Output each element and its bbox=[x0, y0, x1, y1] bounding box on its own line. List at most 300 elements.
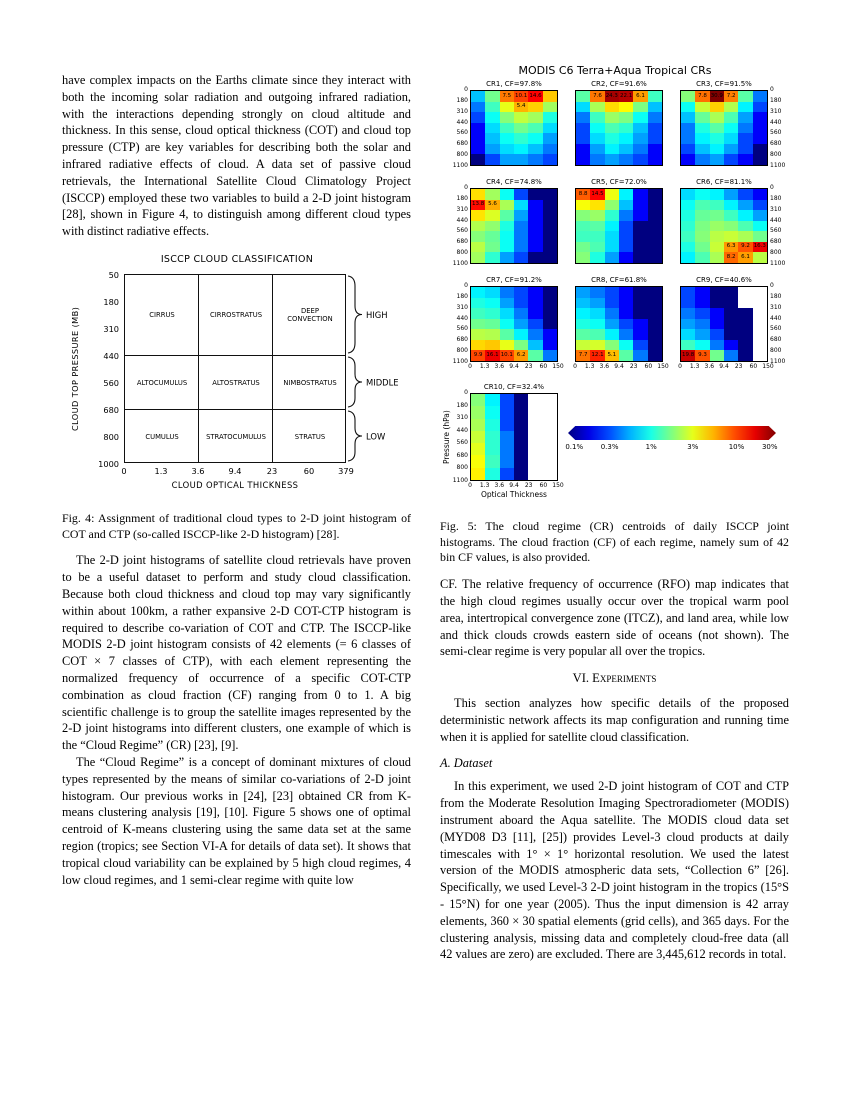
y-tick: 560 bbox=[770, 129, 782, 137]
heatmap-cell bbox=[500, 340, 514, 351]
heatmap-cell bbox=[485, 189, 499, 200]
y-tick: 800 bbox=[456, 347, 468, 355]
heatmap-cell bbox=[695, 319, 709, 330]
heatmap-cell bbox=[576, 91, 590, 102]
heatmap-cell bbox=[543, 468, 557, 480]
heatmap-cell: 9.9 bbox=[471, 350, 485, 361]
y-tick: 310 bbox=[103, 323, 119, 334]
heatmap-cell bbox=[500, 468, 514, 480]
heatmap-cell bbox=[528, 340, 542, 351]
heatmap-cell bbox=[695, 221, 709, 232]
y-tick: 800 bbox=[770, 249, 782, 257]
heatmap-cell bbox=[514, 242, 528, 253]
x-tick: 60 bbox=[303, 465, 315, 476]
heatmap-cell bbox=[576, 298, 590, 309]
heatmap-cell bbox=[695, 298, 709, 309]
heatmap-cell bbox=[695, 231, 709, 242]
heatmap-cell bbox=[710, 340, 724, 351]
heatmap-cell bbox=[514, 406, 528, 418]
y-tick: 440 bbox=[770, 118, 782, 126]
heatmap-cell bbox=[543, 200, 557, 211]
y-tick: 180 bbox=[456, 96, 468, 104]
heatmap-cell bbox=[738, 221, 752, 232]
heatmap-cell bbox=[710, 112, 724, 123]
heatmap-cell: 5.4 bbox=[514, 102, 528, 113]
heatmap-cell bbox=[471, 287, 485, 298]
cr-panel-title: CR6, CF=81.1% bbox=[696, 178, 752, 186]
heatmap-cell bbox=[738, 91, 752, 102]
heatmap-cell bbox=[471, 455, 485, 467]
heatmap-cell bbox=[648, 154, 662, 165]
heatmap-cell: 9.2 bbox=[738, 242, 752, 253]
heatmap-cell bbox=[514, 123, 528, 134]
x-tick: 150 bbox=[552, 482, 564, 489]
cr-panel-title: CR4, CF=74.8% bbox=[486, 178, 542, 186]
y-tick: 440 bbox=[456, 216, 468, 224]
heatmap-cell bbox=[648, 350, 662, 361]
heatmap-cell bbox=[710, 298, 724, 309]
cr-panel-title: CR10, CF=32.4% bbox=[483, 383, 545, 391]
heatmap-cell bbox=[543, 455, 557, 467]
heatmap-cell bbox=[648, 133, 662, 144]
heatmap-cell bbox=[648, 242, 662, 253]
cloud-type-cell: ALTOCUMULUS bbox=[136, 378, 188, 387]
heatmap-cell bbox=[710, 144, 724, 155]
heatmap-cell bbox=[576, 319, 590, 330]
heatmap-cell bbox=[514, 329, 528, 340]
heatmap-cell: 5.1 bbox=[605, 350, 619, 361]
x-tick: 60 bbox=[644, 363, 653, 370]
x-tick: 23 bbox=[266, 465, 278, 476]
y-tick: 800 bbox=[456, 249, 468, 257]
heatmap-cell bbox=[633, 210, 647, 221]
heatmap-cell bbox=[724, 102, 738, 113]
heatmap-cell: 19.8 bbox=[681, 350, 695, 361]
heatmap-cell bbox=[753, 200, 767, 211]
heatmap-cell bbox=[695, 287, 709, 298]
y-tick: 0 bbox=[770, 86, 774, 93]
heatmap-cell bbox=[528, 287, 542, 298]
heatmap-cell: 10.1 bbox=[514, 91, 528, 102]
heatmap-cell bbox=[710, 200, 724, 211]
heatmap-cell bbox=[738, 210, 752, 221]
heatmap-cell bbox=[543, 123, 557, 134]
y-tick: 800 bbox=[456, 151, 468, 159]
y-tick: 680 bbox=[770, 238, 782, 246]
heatmap-cell bbox=[590, 252, 604, 263]
heatmap-cell bbox=[485, 112, 499, 123]
heatmap-cell bbox=[724, 329, 738, 340]
heatmap-cell: 7.2 bbox=[724, 91, 738, 102]
heatmap-cell bbox=[710, 329, 724, 340]
colorbar bbox=[565, 426, 778, 460]
cr-heatmap-cr8 bbox=[575, 286, 663, 362]
heatmap-cell bbox=[619, 252, 633, 263]
heatmap-cell bbox=[514, 431, 528, 443]
y-tick: 310 bbox=[456, 414, 468, 422]
heatmap-cell bbox=[753, 123, 767, 134]
figure5-title: MODIS C6 Terra+Aqua Tropical CRs bbox=[518, 64, 712, 77]
heatmap-cell bbox=[500, 298, 514, 309]
heatmap-cell bbox=[471, 133, 485, 144]
heatmap-cell bbox=[576, 133, 590, 144]
y-tick: 680 bbox=[456, 140, 468, 148]
y-tick: 180 bbox=[103, 296, 119, 307]
heatmap-cell bbox=[681, 242, 695, 253]
heatmap-cell bbox=[543, 340, 557, 351]
heatmap-cell bbox=[471, 443, 485, 455]
cloud-type-cell: CUMULUS bbox=[145, 432, 179, 441]
cloud-type-cell: ALTOSTRATUS bbox=[212, 378, 260, 387]
heatmap-cell bbox=[710, 221, 724, 232]
heatmap-cell bbox=[514, 189, 528, 200]
figure4-x-axis-label: CLOUD OPTICAL THICKNESS bbox=[171, 479, 299, 490]
heatmap-cell bbox=[605, 329, 619, 340]
cr-panel-title: CR1, CF=97.8% bbox=[486, 80, 542, 88]
heatmap-cell bbox=[753, 287, 767, 298]
heatmap-cell bbox=[528, 133, 542, 144]
heatmap-cell bbox=[681, 329, 695, 340]
heatmap-cell bbox=[514, 455, 528, 467]
heatmap-cell bbox=[543, 287, 557, 298]
body-paragraph: The “Cloud Regime” is a concept of dominant mixtures of cloud types represented by the means of similar co-variations of 2-D joint histogram. Our previous works in [24], [23] obtained CR from K-means clustering analysis [19], [10]. Figure 5 shows one of optimal centroid of K-means clustering using the same data set at the same region (tropics; see Section VI-A for details of data set). It shows that tropical cloud variability can be explained by 5 high cloud regimes, 4 low cloud regimes, and 1 semi-clear regime with quite low bbox=[62, 754, 411, 887]
heatmap-cell bbox=[576, 144, 590, 155]
y-tick: 0 bbox=[464, 389, 468, 396]
heatmap-cell bbox=[710, 123, 724, 134]
heatmap-cell bbox=[485, 468, 499, 480]
section-heading: VI. Experiments bbox=[572, 671, 657, 686]
heatmap-cell bbox=[753, 350, 767, 361]
heatmap-cell bbox=[648, 189, 662, 200]
figure4-caption: Fig. 4: Assignment of traditional cloud types to 2-D joint histogram of COT and CTP (so-called ISCCP-like 2-D histogram) [28]. bbox=[62, 510, 411, 541]
heatmap-cell bbox=[590, 319, 604, 330]
heatmap-cell bbox=[633, 231, 647, 242]
y-tick: 680 bbox=[456, 238, 468, 246]
heatmap-cell bbox=[528, 200, 542, 211]
heatmap-cell bbox=[514, 112, 528, 123]
heatmap-cell: 13.8 bbox=[471, 200, 485, 211]
heatmap-cell bbox=[514, 319, 528, 330]
x-tick: 3.6 bbox=[599, 363, 610, 370]
heatmap-cell bbox=[738, 319, 752, 330]
heatmap-cell bbox=[619, 231, 633, 242]
heatmap-cell bbox=[528, 406, 542, 418]
heatmap-cell bbox=[695, 154, 709, 165]
heatmap-cell bbox=[753, 231, 767, 242]
cloud-type-cell: NIMBOSTRATUS bbox=[283, 378, 337, 387]
x-tick: 150 bbox=[657, 363, 669, 370]
y-tick: 440 bbox=[770, 216, 782, 224]
heatmap-cell bbox=[500, 394, 514, 406]
heatmap-cell bbox=[543, 133, 557, 144]
y-tick: 180 bbox=[770, 194, 782, 202]
heatmap-cell bbox=[514, 231, 528, 242]
x-tick: 1.3 bbox=[154, 465, 168, 476]
x-tick: 9.4 bbox=[509, 363, 519, 370]
heatmap-cell: 10.1 bbox=[500, 350, 514, 361]
heatmap-cell bbox=[590, 154, 604, 165]
heatmap-cell bbox=[485, 221, 499, 232]
heatmap-cell bbox=[485, 252, 499, 263]
heatmap-cell bbox=[471, 154, 485, 165]
heatmap-cell bbox=[528, 350, 542, 361]
label-middle: MIDDLE bbox=[366, 377, 399, 388]
heatmap-cell bbox=[528, 154, 542, 165]
figure5-x-axis-label: Optical Thickness bbox=[481, 490, 547, 499]
heatmap-cell bbox=[500, 189, 514, 200]
heatmap-cell bbox=[648, 102, 662, 113]
cloud-type-cell: CIRRUS bbox=[149, 311, 175, 320]
heatmap-cell bbox=[543, 210, 557, 221]
heatmap-cell bbox=[528, 431, 542, 443]
heatmap-cell bbox=[695, 189, 709, 200]
heatmap-cell bbox=[619, 210, 633, 221]
heatmap-cell bbox=[753, 319, 767, 330]
heatmap-cell bbox=[633, 319, 647, 330]
heatmap-cell bbox=[543, 394, 557, 406]
heatmap-cell bbox=[500, 200, 514, 211]
y-tick: 680 bbox=[770, 336, 782, 344]
heatmap-cell bbox=[543, 252, 557, 263]
heatmap-cell bbox=[528, 319, 542, 330]
heatmap-cell bbox=[724, 112, 738, 123]
heatmap-cell bbox=[471, 144, 485, 155]
cr-heatmap-cr1 bbox=[470, 90, 558, 166]
heatmap-cell bbox=[485, 455, 499, 467]
heatmap-cell bbox=[681, 144, 695, 155]
heatmap-cell bbox=[485, 123, 499, 134]
heatmap-cell bbox=[724, 340, 738, 351]
heatmap-cell bbox=[590, 329, 604, 340]
heatmap-cell bbox=[500, 133, 514, 144]
y-tick: 1100 bbox=[770, 358, 786, 365]
heatmap-cell bbox=[738, 133, 752, 144]
heatmap-cell bbox=[681, 102, 695, 113]
y-tick: 560 bbox=[456, 325, 468, 333]
heatmap-cell bbox=[695, 329, 709, 340]
heatmap-cell bbox=[590, 102, 604, 113]
heatmap-cell bbox=[528, 231, 542, 242]
heatmap-cell bbox=[471, 319, 485, 330]
heatmap-cell bbox=[681, 308, 695, 319]
heatmap-cell bbox=[710, 210, 724, 221]
heatmap-cell: 9.3 bbox=[695, 350, 709, 361]
heatmap-cell bbox=[590, 308, 604, 319]
heatmap-cell bbox=[514, 252, 528, 263]
heatmap-cell bbox=[500, 431, 514, 443]
heatmap-cell bbox=[543, 329, 557, 340]
heatmap-cell bbox=[471, 308, 485, 319]
heatmap-cell bbox=[543, 443, 557, 455]
x-tick: 3.6 bbox=[494, 482, 505, 489]
y-tick: 440 bbox=[456, 314, 468, 322]
cr-panel-title: CR8, CF=61.8% bbox=[591, 276, 647, 284]
heatmap-cell bbox=[753, 329, 767, 340]
heatmap-cell bbox=[514, 144, 528, 155]
heatmap-cell bbox=[738, 298, 752, 309]
heatmap-cell bbox=[738, 144, 752, 155]
figure4-y-axis-label: CLOUD TOP PRESSURE (MB) bbox=[70, 306, 80, 431]
heatmap-cell bbox=[590, 133, 604, 144]
heatmap-cell: 6.3 bbox=[724, 242, 738, 253]
heatmap-cell bbox=[695, 340, 709, 351]
heatmap-cell bbox=[710, 350, 724, 361]
heatmap-cell bbox=[528, 112, 542, 123]
heatmap-cell: 14.5 bbox=[590, 189, 604, 200]
heatmap-cell bbox=[514, 287, 528, 298]
heatmap-cell bbox=[710, 133, 724, 144]
heatmap-cell bbox=[633, 133, 647, 144]
heatmap-cell bbox=[485, 287, 499, 298]
heatmap-cell bbox=[753, 340, 767, 351]
heatmap-cell bbox=[738, 189, 752, 200]
heatmap-cell bbox=[695, 242, 709, 253]
heatmap-cell bbox=[738, 200, 752, 211]
height-category-braces bbox=[347, 274, 409, 463]
heatmap-cell: 7.6 bbox=[590, 91, 604, 102]
heatmap-cell bbox=[528, 298, 542, 309]
heatmap-cell bbox=[681, 319, 695, 330]
heatmap-cell bbox=[738, 340, 752, 351]
heatmap-cell bbox=[590, 221, 604, 232]
heatmap-cell bbox=[648, 329, 662, 340]
heatmap-cell bbox=[648, 112, 662, 123]
heatmap-cell: 24.3 bbox=[605, 91, 619, 102]
heatmap-cell bbox=[605, 210, 619, 221]
heatmap-cell bbox=[605, 123, 619, 134]
cr-heatmap-cr5 bbox=[575, 188, 663, 264]
heatmap-cell bbox=[681, 200, 695, 211]
x-tick: 379 bbox=[338, 465, 354, 476]
heatmap-cell bbox=[471, 123, 485, 134]
heatmap-cell bbox=[619, 154, 633, 165]
x-tick: 23 bbox=[524, 363, 533, 370]
heatmap-cell bbox=[605, 340, 619, 351]
heatmap-cell bbox=[500, 287, 514, 298]
y-tick: 1100 bbox=[770, 260, 786, 267]
y-tick: 180 bbox=[770, 292, 782, 300]
left-column bbox=[62, 72, 411, 888]
body-paragraph: have complex impacts on the Earths climate since they interact with both the incoming solar radiation and outgoing infrared radiation, with the interactions depending strongly on cloud altitude and thickness. In this sense, cloud optical thickness (COT) and cloud top pressure (CTP) are key variables for describing both the solar and infrared radiative effects of cloud. A data set of passive cloud retrievals, the International Satellite Cloud Climatology Project (ISCCP) employed these two variables to build a 2-D joint histogram [28], shown in Figure 4, to distinguish among different cloud types with distinct radiative effects. bbox=[62, 73, 411, 239]
y-tick: 0 bbox=[464, 86, 468, 93]
y-tick: 680 bbox=[103, 404, 119, 415]
y-tick: 180 bbox=[770, 96, 782, 104]
y-tick: 310 bbox=[770, 303, 782, 311]
x-tick: 60 bbox=[539, 363, 548, 370]
heatmap-cell bbox=[619, 329, 633, 340]
heatmap-cell bbox=[500, 406, 514, 418]
y-tick: 440 bbox=[456, 426, 468, 434]
heatmap-cell bbox=[543, 319, 557, 330]
x-tick: 3.6 bbox=[191, 465, 205, 476]
heatmap-cell bbox=[543, 91, 557, 102]
heatmap-cell bbox=[724, 154, 738, 165]
heatmap-cell bbox=[590, 231, 604, 242]
heatmap-cell bbox=[485, 231, 499, 242]
y-tick: 440 bbox=[103, 350, 119, 361]
heatmap-cell bbox=[619, 144, 633, 155]
heatmap-cell: 14.6 bbox=[528, 91, 542, 102]
cloud-type-cell: STRATUS bbox=[294, 432, 326, 441]
brace-low bbox=[348, 411, 362, 461]
heatmap-cell bbox=[528, 123, 542, 134]
heatmap-cell bbox=[514, 308, 528, 319]
heatmap-cell bbox=[724, 189, 738, 200]
heatmap-cell bbox=[724, 200, 738, 211]
heatmap-cell bbox=[724, 123, 738, 134]
heatmap-cell bbox=[500, 231, 514, 242]
x-tick: 0 bbox=[573, 363, 577, 370]
cr-heatmap-cr7 bbox=[470, 286, 558, 362]
heatmap-cell bbox=[576, 112, 590, 123]
y-tick: 800 bbox=[770, 151, 782, 159]
heatmap-cell bbox=[485, 144, 499, 155]
heatmap-cell bbox=[514, 298, 528, 309]
heatmap-cell bbox=[738, 287, 752, 298]
y-tick: 560 bbox=[770, 227, 782, 235]
heatmap-cell: 8.2 bbox=[724, 252, 738, 263]
heatmap-cell bbox=[648, 144, 662, 155]
y-tick: 310 bbox=[456, 107, 468, 115]
heatmap-cell bbox=[514, 468, 528, 480]
cr-panel-title: CR7, CF=91.2% bbox=[486, 276, 542, 284]
heatmap-cell: 7.5 bbox=[500, 91, 514, 102]
heatmap-cell bbox=[576, 340, 590, 351]
heatmap-cell bbox=[605, 308, 619, 319]
heatmap-cell bbox=[605, 319, 619, 330]
y-tick: 310 bbox=[770, 205, 782, 213]
heatmap-cell bbox=[619, 133, 633, 144]
x-tick: 1.3 bbox=[584, 363, 595, 370]
heatmap-cell bbox=[528, 419, 542, 431]
heatmap-cell bbox=[500, 443, 514, 455]
heatmap-cell bbox=[605, 252, 619, 263]
heatmap-cell bbox=[633, 287, 647, 298]
heatmap-cell bbox=[543, 221, 557, 232]
heatmap-cell bbox=[514, 133, 528, 144]
x-tick: 23 bbox=[524, 482, 533, 489]
figure4-isccp-diagram bbox=[62, 254, 410, 504]
heatmap-cell bbox=[724, 133, 738, 144]
heatmap-cell bbox=[471, 252, 485, 263]
heatmap-cell bbox=[500, 242, 514, 253]
heatmap-cell bbox=[485, 298, 499, 309]
heatmap-cell bbox=[648, 200, 662, 211]
heatmap-cell bbox=[485, 154, 499, 165]
heatmap-cell: 16.3 bbox=[753, 242, 767, 253]
heatmap-cell bbox=[633, 242, 647, 253]
brace-high bbox=[348, 276, 362, 353]
heatmap-cell bbox=[500, 308, 514, 319]
cr-panel-title: CR2, CF=91.6% bbox=[591, 80, 647, 88]
heatmap-cell bbox=[681, 154, 695, 165]
colorbar-tick: 30% bbox=[761, 443, 778, 451]
heatmap-cell bbox=[500, 154, 514, 165]
heatmap-cell bbox=[633, 252, 647, 263]
brace-middle bbox=[348, 357, 362, 407]
cr-heatmap-cr4 bbox=[470, 188, 558, 264]
colorbar-tick: 1% bbox=[645, 443, 657, 451]
heatmap-cell bbox=[738, 102, 752, 113]
heatmap-cell bbox=[471, 406, 485, 418]
heatmap-cell bbox=[485, 406, 499, 418]
heatmap-cell bbox=[619, 287, 633, 298]
subsection-heading: A. Dataset bbox=[440, 755, 493, 770]
body-paragraph: The 2-D joint histograms of satellite cloud retrievals have proven to be a useful dataset to perform and study cloud classification. Because both cloud thickness and cloud top may vary significantly within about 100km, a rather expansive 2-D COT-CTP histogram is required to describe co-variation of COT and CTP. The ISCCP-like MODIS 2-D joint histogram consists of 42 elements (= 6 classes of COT × 7 classes of CTP), with each element representing the normalized frequency of occurrence of a specific COT-CTP combination as cloud fraction (CF) ranging from 0 to 1. A big scientific challenge is to group the satellite images represented by the 2-D joint histograms into different clusters, one example of which is the “Cloud Regime” (CR) [23], [9]. bbox=[62, 553, 411, 753]
x-tick: 150 bbox=[762, 363, 774, 370]
heatmap-cell: 7.8 bbox=[695, 91, 709, 102]
heatmap-cell bbox=[633, 200, 647, 211]
